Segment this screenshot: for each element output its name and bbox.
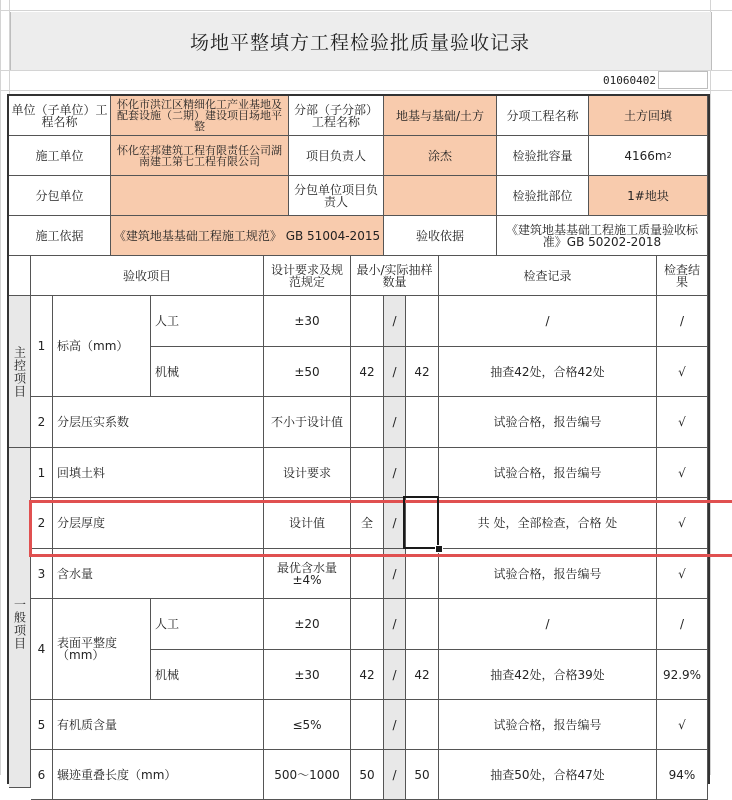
row-name: 分层压实系数 — [53, 397, 264, 448]
col-result: 检查结果 — [657, 256, 708, 296]
section-general-label: 一般项目 — [12, 598, 27, 650]
row-actual[interactable] — [406, 397, 439, 448]
capacity-sup: 2 — [666, 150, 672, 160]
row-min[interactable] — [351, 599, 384, 650]
row-name: 辗迹重叠长度（mm） — [53, 750, 264, 800]
row-design: 设计要求 — [264, 448, 351, 498]
row-record[interactable]: / — [439, 296, 657, 347]
row-no: 3 — [31, 549, 53, 599]
row-sub: 人工 — [151, 599, 264, 650]
row-sub: 机械 — [151, 347, 264, 397]
row-slash: / — [384, 650, 406, 700]
location-value[interactable]: 1#地块 — [589, 176, 708, 216]
row-min[interactable] — [351, 700, 384, 750]
row-slash: / — [384, 700, 406, 750]
row-design: ±30 — [264, 650, 351, 700]
row-slash: / — [384, 347, 406, 397]
row-min[interactable] — [351, 296, 384, 347]
row-record[interactable]: 试验合格，报告编号 — [439, 397, 657, 448]
sub-pm-label: 分包单位项目负责人 — [289, 176, 384, 216]
row-actual[interactable] — [406, 599, 439, 650]
header-corner — [9, 256, 31, 296]
col-record: 检查记录 — [439, 256, 657, 296]
row-design: 不小于设计值 — [264, 397, 351, 448]
row-name: 表面平整度（mm） — [53, 599, 151, 700]
row-actual[interactable] — [406, 700, 439, 750]
row-no: 2 — [31, 397, 53, 448]
col-design: 设计要求及规范规定 — [264, 256, 351, 296]
row-min[interactable]: 42 — [351, 347, 384, 397]
row-slash: / — [384, 750, 406, 800]
section-general — [9, 448, 31, 788]
row-design: 设计值 — [264, 498, 351, 549]
section-main — [9, 296, 31, 448]
row-no: 1 — [31, 296, 53, 397]
row-result[interactable]: 94% — [657, 750, 708, 800]
row-design: ±30 — [264, 296, 351, 347]
capacity-label: 检验批容量 — [497, 136, 589, 176]
code-input-cell[interactable] — [658, 71, 708, 89]
row-sub: 机械 — [151, 650, 264, 700]
accept-basis-value[interactable]: 《建筑地基基础工程施工质量验收标准》GB 50202-2018 — [497, 216, 708, 256]
row-sub: 人工 — [151, 296, 264, 347]
row-name: 标高（mm） — [53, 296, 151, 397]
row-name: 回填土料 — [53, 448, 264, 498]
unit-value[interactable]: 怀化市洪江区精细化工产业基地及配套设施（二期）建设项目场地平整 — [111, 96, 289, 136]
row-slash: / — [384, 397, 406, 448]
row-name: 含水量 — [53, 549, 264, 599]
section-main-label: 主控项目 — [12, 345, 27, 398]
constructor-value[interactable]: 怀化宏邦建筑工程有限责任公司湖南建工第七工程有限公司 — [111, 136, 289, 176]
page-title: 场地平整填方工程检验批质量验收记录 — [189, 32, 530, 54]
form-code: 01060402 — [603, 74, 656, 87]
row-name: 分层厚度 — [53, 498, 264, 549]
subunit-value[interactable]: 地基与基础/土方 — [384, 96, 497, 136]
row-no: 2 — [31, 498, 53, 549]
pm-label: 项目负责人 — [289, 136, 384, 176]
pm-value[interactable]: 涂杰 — [384, 136, 497, 176]
row-no: 6 — [31, 750, 53, 800]
item-label: 分项工程名称 — [497, 96, 589, 136]
row-slash: / — [384, 498, 406, 549]
sub-value[interactable] — [111, 176, 289, 216]
active-cell-cursor[interactable] — [403, 496, 439, 549]
row-actual[interactable]: 42 — [406, 650, 439, 700]
row-no: 5 — [31, 700, 53, 750]
col-sample: 最小/实际抽样数量 — [351, 256, 439, 296]
row-design: ±20 — [264, 599, 351, 650]
row-actual[interactable] — [406, 549, 439, 599]
row-result[interactable]: √ — [657, 347, 708, 397]
row-design: ≤5% — [264, 700, 351, 750]
row-design: 500～1000 — [264, 750, 351, 800]
row-result[interactable]: √ — [657, 700, 708, 750]
row-min[interactable] — [351, 397, 384, 448]
sub-pm-value[interactable] — [384, 176, 497, 216]
row-record[interactable]: / — [439, 599, 657, 650]
row-no: 4 — [31, 599, 53, 700]
row-record[interactable]: 抽查50处，合格47处 — [439, 750, 657, 800]
row-actual[interactable]: 50 — [406, 750, 439, 800]
location-label: 检验批部位 — [497, 176, 589, 216]
item-value[interactable]: 土方回填 — [589, 96, 708, 136]
inspection-form — [7, 94, 710, 784]
capacity-value[interactable] — [589, 136, 708, 176]
row-result[interactable]: √ — [657, 498, 708, 549]
row-result[interactable]: √ — [657, 448, 708, 498]
row-slash: / — [384, 448, 406, 498]
col-items: 验收项目 — [31, 256, 264, 296]
row-min[interactable]: 全 — [351, 498, 384, 549]
accept-basis-label: 验收依据 — [384, 216, 497, 256]
row-record[interactable]: 共 处，全部检查，合格 处 — [439, 498, 657, 549]
fill-handle[interactable] — [435, 545, 443, 553]
row-min[interactable]: 50 — [351, 750, 384, 800]
row-record[interactable]: 试验合格，报告编号 — [439, 448, 657, 498]
subunit-label: 分部（子分部）工程名称 — [289, 96, 384, 136]
row-actual[interactable] — [406, 448, 439, 498]
row-record[interactable]: 试验合格，报告编号 — [439, 700, 657, 750]
row-design: ±50 — [264, 347, 351, 397]
row-slash: / — [384, 599, 406, 650]
row-min[interactable] — [351, 549, 384, 599]
row-result[interactable]: √ — [657, 397, 708, 448]
row-record[interactable]: 抽查42处，合格39处 — [439, 650, 657, 700]
sub-label: 分包单位 — [9, 176, 111, 216]
row-actual[interactable]: 42 — [406, 347, 439, 397]
row-design: 最优含水量±4% — [264, 549, 351, 599]
row-slash: / — [384, 549, 406, 599]
basis-label: 施工依据 — [9, 216, 111, 256]
unit-label: 单位（子单位）工程名称 — [9, 96, 111, 136]
row-result[interactable]: / — [657, 296, 708, 347]
row-result[interactable]: / — [657, 599, 708, 650]
row-record[interactable]: 试验合格，报告编号 — [439, 549, 657, 599]
basis-value[interactable]: 《建筑地基基础工程施工规范》 GB 51004-2015 — [111, 216, 384, 256]
capacity-number: 4166m — [624, 148, 667, 163]
row-actual[interactable] — [406, 296, 439, 347]
row-no: 1 — [31, 448, 53, 498]
row-result[interactable]: 92.9% — [657, 650, 708, 700]
constructor-label: 施工单位 — [9, 136, 111, 176]
row-slash: / — [384, 296, 406, 347]
row-name: 有机质含量 — [53, 700, 264, 750]
row-result[interactable]: √ — [657, 549, 708, 599]
row-min[interactable]: 42 — [351, 650, 384, 700]
row-min[interactable] — [351, 448, 384, 498]
row-record[interactable]: 抽查42处，合格42处 — [439, 347, 657, 397]
